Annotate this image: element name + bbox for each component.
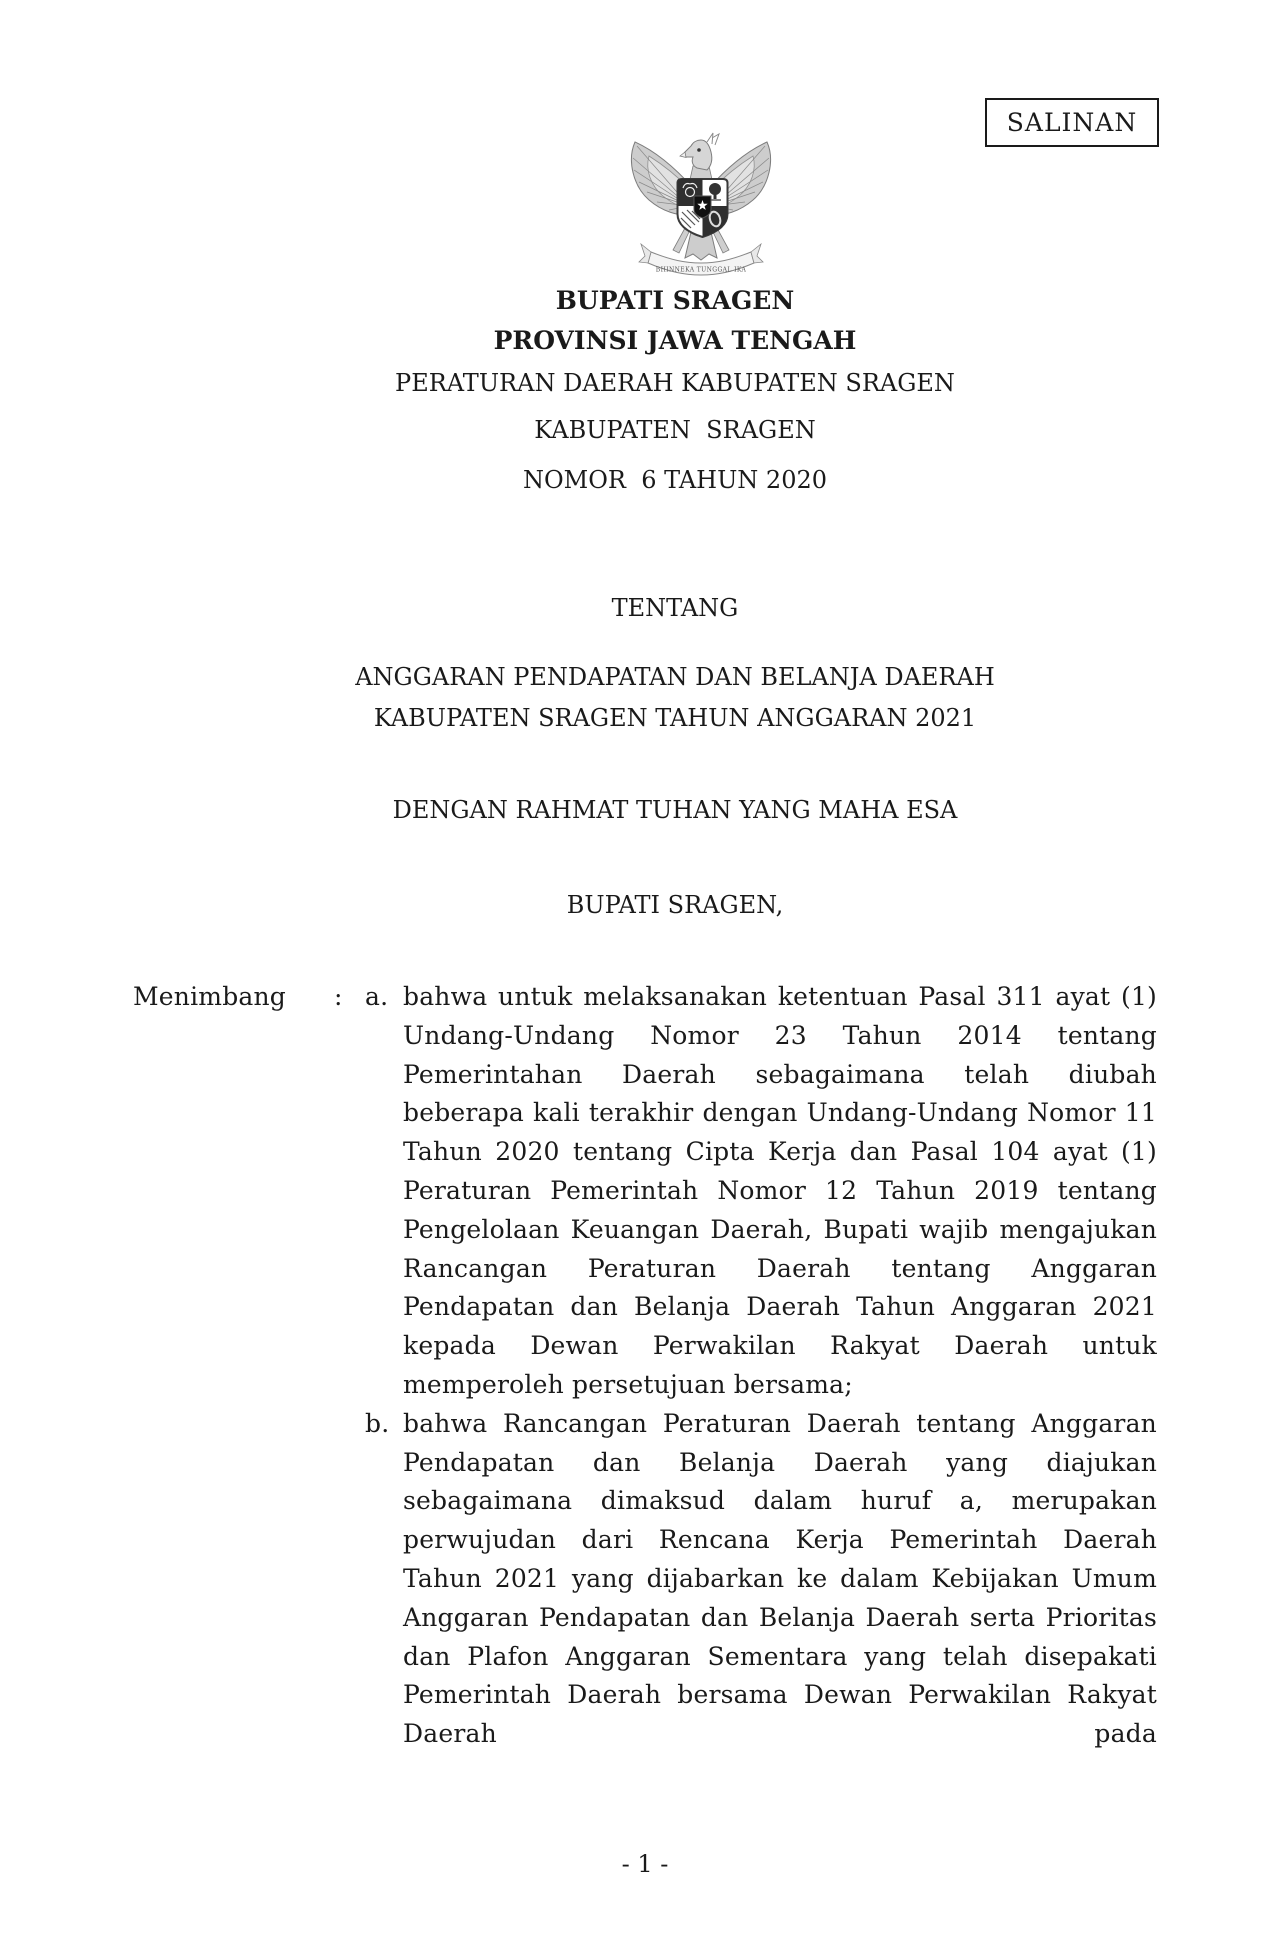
- document-header: [133, 286, 1157, 920]
- heading-issuer: BUPATI SRAGEN,: [566, 891, 784, 919]
- heading-office: BUPATI SRAGEN: [555, 286, 795, 315]
- item-text: bahwa untuk melaksanakan ketentuan Pasal 311 ayat (1) Undang-Undang Nomor 23 Tahun 2014 tentang Pemerintahan Daerah sebagaimana telah diubah beberapa kali terakhir dengan Undang-Undang Nomor 11 Tahun 2020 tentang Cipta Kerja dan Pasal 104 ayat (1) Peraturan Pemerintah Nomor 12 Tahun 2019 tentang Pengelolaan Keuangan Daerah, Bupati wajib mengajukan Rancangan Peraturan Daerah tentang Anggaran Pendapatan dan Belanja Daerah Tahun Anggaran 2021 kepada Dewan Perwakilan Rakyat Daerah untuk memperoleh persetujuan bersama;: [403, 982, 1157, 1399]
- pancasila-shield: [678, 179, 728, 237]
- heading-invocation: DENGAN RAHMAT TUHAN YANG MAHA ESA: [392, 796, 958, 824]
- heading-tentang: TENTANG: [611, 594, 739, 622]
- consideration-item-a: [365, 978, 1157, 1405]
- item-text: bahwa Rancangan Peraturan Daerah tentang Anggaran Pendapatan dan Belanja Daerah yang diajukan sebagaimana dimaksud dalam huruf a, merupakan perwujudan dari Rencana Kerja Pemerintah Daerah Tahun 2021 yang dijabarkan ke dalam Kebijakan Umum Anggaran Pendapatan dan Belanja Daerah serta Prioritas dan Plafon Anggaran Sementara yang telah disepakati Pemerintah Daerah bersama Dewan Perwakilan Rakyat Daerah pada: [403, 1408, 1157, 1749]
- menimbang-section: [133, 978, 1157, 1754]
- heading-province: PROVINSI JAWA TENGAH: [493, 326, 857, 355]
- menimbang-items: [365, 978, 1157, 1754]
- heading-number: NOMOR 6 TAHUN 2020: [522, 466, 828, 494]
- garuda-pancasila-icon: [627, 126, 775, 278]
- consideration-item-b: [365, 1405, 1157, 1754]
- heading-regency: KABUPATEN SRAGEN: [534, 416, 816, 444]
- eagle-head: [684, 140, 712, 170]
- salinan-stamp-label: SALINAN: [1006, 108, 1138, 137]
- item-marker: a.: [365, 982, 389, 1011]
- heading-title-line2: KABUPATEN SRAGEN TAHUN ANGGARAN 2021: [373, 704, 977, 732]
- menimbang-label: Menimbang: [133, 982, 287, 1011]
- page-number: - 1 -: [621, 1850, 669, 1878]
- heading-regulation: PERATURAN DAERAH KABUPATEN SRAGEN: [395, 369, 955, 397]
- item-marker: b.: [365, 1408, 390, 1438]
- emblem-motto: BHINNEKA TUNGGAL IKA: [655, 266, 747, 274]
- heading-title-line1: ANGGARAN PENDAPATAN DAN BELANJA DAERAH: [355, 663, 995, 691]
- menimbang-colon: :: [334, 982, 343, 1011]
- salinan-stamp-box: [985, 98, 1159, 147]
